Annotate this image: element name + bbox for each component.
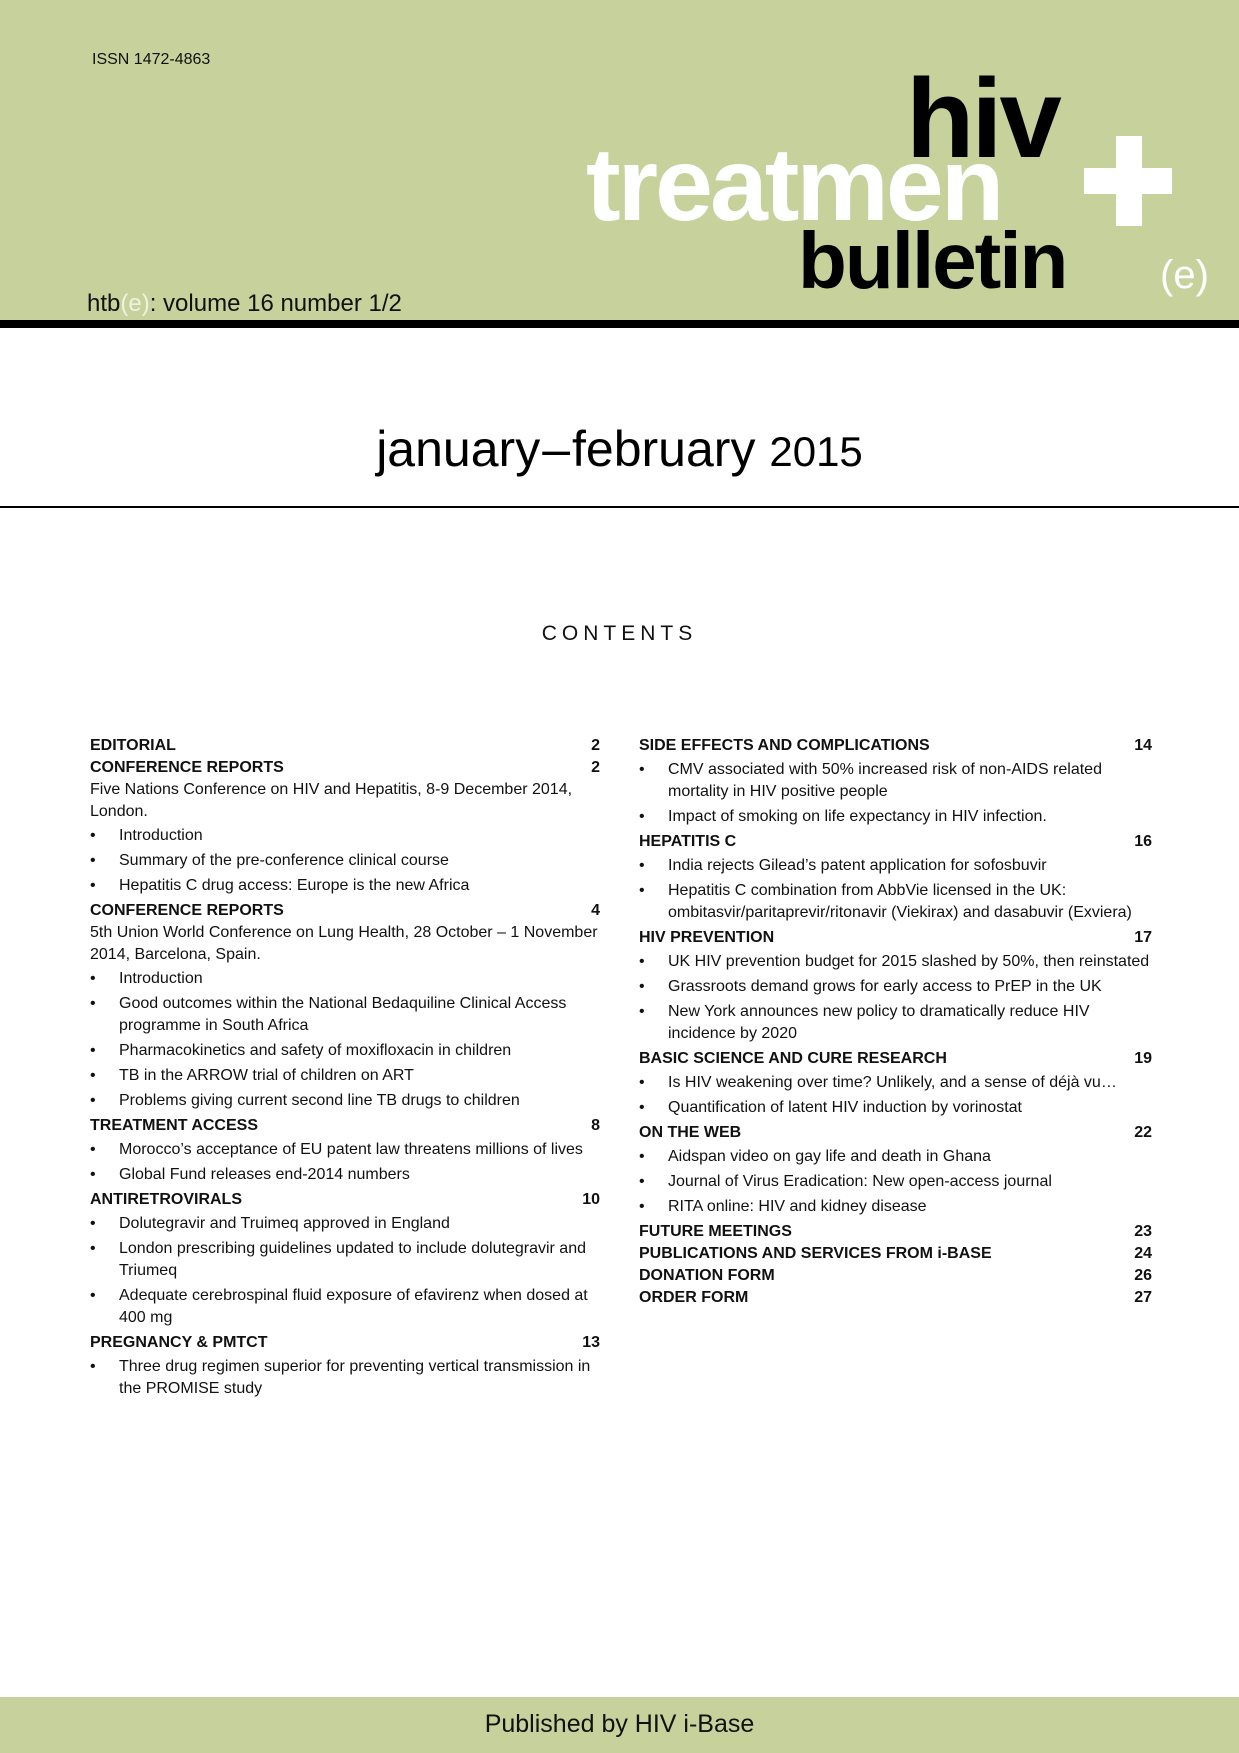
toc-page-number: 22 bbox=[1134, 1124, 1152, 1141]
toc-page-number: 4 bbox=[591, 902, 600, 919]
toc-page-number: 2 bbox=[591, 759, 600, 776]
toc-item: • London prescribing guidelines updated to include dolutegravir and Triumeq bbox=[90, 1238, 600, 1282]
toc-section-heading bbox=[639, 1243, 1152, 1265]
toc-item: • Morocco’s acceptance of EU patent law threatens millions of lives bbox=[90, 1139, 600, 1161]
contents-title: CONTENTS bbox=[541, 622, 698, 645]
volume-prefix: htb bbox=[87, 290, 121, 317]
toc-item: • Is HIV weakening over time? Unlikely, and a sense of déjà vu… bbox=[639, 1072, 1152, 1094]
toc-page-number: 24 bbox=[1134, 1245, 1152, 1262]
logo-treatment-word: treatmen bbox=[586, 127, 1002, 243]
toc-conference-intro: 5th Union World Conference on Lung Health, 28 October – 1 November 2014, Barcelona, Spain. bbox=[90, 924, 598, 963]
contents-left-column bbox=[90, 735, 600, 1403]
toc-section-heading bbox=[639, 1265, 1152, 1287]
issue-dash: – bbox=[542, 421, 571, 477]
toc-section-heading bbox=[90, 1189, 600, 1211]
toc-section-heading bbox=[639, 1287, 1152, 1309]
issue-date bbox=[0, 420, 1239, 478]
toc-item: • Dolutegravir and Truimeq approved in England bbox=[90, 1213, 600, 1235]
contents-right-column bbox=[639, 735, 1152, 1309]
toc-section-title: FUTURE MEETINGS bbox=[639, 1223, 792, 1240]
toc-page-number: 13 bbox=[582, 1334, 600, 1351]
toc-section-title: PREGNANCY & PMTCT bbox=[90, 1334, 268, 1351]
toc-section-title: DONATION FORM bbox=[639, 1267, 775, 1284]
toc-item: • India rejects Gilead’s patent application for sofosbuvir bbox=[639, 855, 1152, 877]
issue-month-to: february bbox=[572, 421, 756, 477]
toc-page-number: 14 bbox=[1134, 737, 1152, 754]
toc-section-title: TREATMENT ACCESS bbox=[90, 1117, 258, 1134]
toc-section-title: HEPATITIS C bbox=[639, 833, 737, 850]
toc-section-heading bbox=[639, 1048, 1152, 1070]
toc-page-number: 19 bbox=[1134, 1050, 1152, 1067]
toc-section-heading bbox=[639, 1221, 1152, 1243]
volume-number: : volume 16 number 1/2 bbox=[149, 290, 402, 317]
toc-item: • New York announces new policy to dramatically reduce HIV incidence by 2020 bbox=[639, 1001, 1152, 1045]
issue-month-from: january bbox=[376, 421, 541, 477]
toc-section-title: EDITORIAL bbox=[90, 737, 176, 754]
toc-item: • Hepatitis C drug access: Europe is the new Africa bbox=[90, 875, 600, 897]
date-rule bbox=[0, 506, 1239, 508]
toc-item: • Global Fund releases end-2014 numbers bbox=[90, 1164, 600, 1186]
footer-publisher: Published by HIV i-Base bbox=[484, 1710, 755, 1738]
toc-page-number: 2 bbox=[591, 737, 600, 754]
toc-item: • Problems giving current second line TB drugs to children bbox=[90, 1090, 600, 1112]
logo-e-suffix: (e) bbox=[1160, 253, 1209, 297]
toc-page-number: 27 bbox=[1134, 1289, 1152, 1306]
toc-section-heading bbox=[639, 927, 1152, 949]
toc-item: • Hepatitis C combination from AbbVie licensed in the UK: ombitasvir/paritaprevir/ritonavir (Viekirax) and dasabuvir (Exviera) bbox=[639, 880, 1152, 924]
logo-bulletin-word: bulletin bbox=[798, 216, 1067, 305]
toc-item: • Grassroots demand grows for early access to PrEP in the UK bbox=[639, 976, 1152, 998]
toc-section-title: HIV PREVENTION bbox=[639, 929, 775, 946]
toc-section-title: PUBLICATIONS AND SERVICES FROM i-BASE bbox=[639, 1245, 992, 1262]
issue-year: 2015 bbox=[769, 428, 863, 475]
toc-section-heading bbox=[90, 757, 600, 779]
toc-item: • Three drug regimen superior for preventing vertical transmission in the PROMISE study bbox=[90, 1356, 600, 1400]
toc-page-number: 10 bbox=[582, 1191, 600, 1208]
toc-item: • Introduction bbox=[90, 968, 600, 990]
toc-item: • UK HIV prevention budget for 2015 slashed by 50%, then reinstated bbox=[639, 951, 1152, 973]
toc-conference-intro: Five Nations Conference on HIV and Hepatitis, 8-9 December 2014, London. bbox=[90, 781, 573, 820]
toc-item: • Good outcomes within the National Bedaquiline Clinical Access programme in South Africa bbox=[90, 993, 600, 1037]
toc-section-heading bbox=[90, 735, 600, 757]
toc-section-heading bbox=[639, 831, 1152, 853]
toc-section-title: ANTIRETROVIRALS bbox=[90, 1191, 242, 1208]
toc-item: • Adequate cerebrospinal fluid exposure of efavirenz when dosed at 400 mg bbox=[90, 1285, 600, 1329]
toc-section-title: ON THE WEB bbox=[639, 1124, 742, 1141]
toc-item: • CMV associated with 50% increased risk of non-AIDS related mortality in HIV positive people bbox=[639, 759, 1152, 803]
toc-page-number: 17 bbox=[1134, 929, 1152, 946]
toc-section-heading bbox=[90, 1332, 600, 1354]
toc-item: • Quantification of latent HIV induction by vorinostat bbox=[639, 1097, 1152, 1119]
toc-section-heading bbox=[90, 1115, 600, 1137]
toc-section-title: BASIC SCIENCE AND CURE RESEARCH bbox=[639, 1050, 947, 1067]
logo-plus-vertical bbox=[1116, 136, 1142, 226]
toc-page-number: 26 bbox=[1134, 1267, 1152, 1284]
toc-section-title: SIDE EFFECTS AND COMPLICATIONS bbox=[639, 737, 930, 754]
toc-section-title: CONFERENCE REPORTS bbox=[90, 759, 284, 776]
toc-item: • Introduction bbox=[90, 825, 600, 847]
toc-item: • Aidspan video on gay life and death in Ghana bbox=[639, 1146, 1152, 1168]
volume-e: (e) bbox=[120, 290, 150, 317]
toc-item: • Impact of smoking on life expectancy in HIV infection. bbox=[639, 806, 1152, 828]
toc-section-title: CONFERENCE REPORTS bbox=[90, 902, 284, 919]
volume-line bbox=[87, 290, 402, 318]
toc-section-heading bbox=[90, 900, 600, 922]
toc-item: • Journal of Virus Eradication: New open-access journal bbox=[639, 1171, 1152, 1193]
toc-item: • TB in the ARROW trial of children on ART bbox=[90, 1065, 600, 1087]
toc-page-number: 23 bbox=[1134, 1223, 1152, 1240]
logo-hiv-word: hiv bbox=[906, 56, 1059, 181]
header-rule bbox=[0, 320, 1239, 328]
toc-page-number: 8 bbox=[591, 1117, 600, 1134]
toc-item: • Pharmacokinetics and safety of moxifloxacin in children bbox=[90, 1040, 600, 1062]
issn: ISSN 1472-4863 bbox=[92, 51, 211, 68]
toc-section-heading bbox=[639, 735, 1152, 757]
toc-section-title: ORDER FORM bbox=[639, 1289, 749, 1306]
toc-item: • RITA online: HIV and kidney disease bbox=[639, 1196, 1152, 1218]
toc-section-heading bbox=[639, 1122, 1152, 1144]
toc-item: • Summary of the pre-conference clinical course bbox=[90, 850, 600, 872]
toc-page-number: 16 bbox=[1134, 833, 1152, 850]
